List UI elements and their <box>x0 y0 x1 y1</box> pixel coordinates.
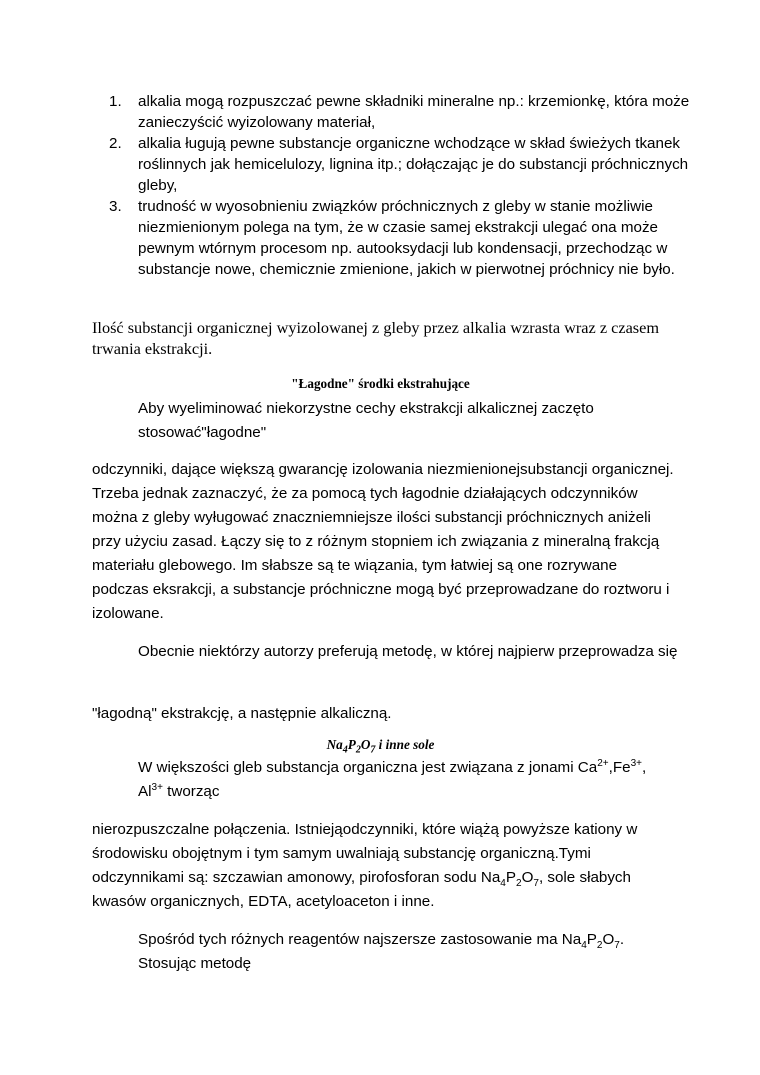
paragraph-body-1: odczynniki, dające większą gwarancję izolowania niezmienionejsubstancji organicznej. Trzeba jednak zaznaczyć, że za pomocą tych łagodnie działających odczynników można z gleby wyługować znaczniemniejsze ilości substancji próchnicznych aniżeli przy użyciu zasad. Łączy się to z różnym stopniem ich związania z mineralną frakcją materiału glebowego. Im słabsze są te wiązania, tym łatwiej są one rozrywane podczas eksrakcji, a substancje próchniczne mogą być przeprowadzane do roztworu i izolowane. <box>92 461 674 622</box>
list-number: 1. <box>109 93 122 110</box>
numbered-list <box>92 91 692 280</box>
list-number: 3. <box>109 198 122 215</box>
list-text: trudność w wyosobnieniu związków próchnicznych z gleby w stanie możliwie niezmienionym polega na tym, że w czasie samej ekstrakcji ulegać ona może pewnym wtórnym procesom np. autooksydacji lub kondensacji, przechodząc w substancje nowe, chemicznie zmienione, jakich w pierwotnej próchnicy nie było. <box>138 198 675 278</box>
serif-paragraph: Ilość substancji organicznej wyizolowanej z gleby przez alkalia wzrasta wraz z czasem trwania ekstrakcji. <box>92 318 660 358</box>
paragraph-indented-2: Obecnie niektórzy autorzy preferują metodę, w której najpierw przeprowadza się <box>138 643 678 660</box>
paragraph-indented-1: Aby wyeliminować niekorzystne cechy ekstrakcji alkalicznej zaczęto stosować"łagodne" <box>138 400 594 441</box>
section-heading-na4p2o7: $Na_4P_2O_7$ i inne sole <box>326 737 435 756</box>
list-text: alkalia mogą rozpuszczać pewne składniki mineralne np.: krzemionkę, która może zanieczyścić wyizolowany materiał, <box>138 93 690 131</box>
list-item <box>92 133 692 196</box>
list-item <box>92 91 692 133</box>
section-heading-lagodne: "Łagodne" środki ekstrahujące <box>291 376 470 391</box>
list-number: 2. <box>109 135 122 152</box>
list-item <box>92 196 692 280</box>
paragraph-body-3: nierozpuszczalne połączenia. Istniejąodczynniki, które wiążą powyższe kationy w środowisku obojętnym i tym samym uwalniają substancję organiczną.Tymi odczynnikami są: szczawian amonowy, pirofosforan sodu $Na_4P_2O_7$, sole słabych kwasów organicznych, EDTA, acetyloaceton i inne. <box>92 821 638 910</box>
list-text: alkalia ługują pewne substancje organiczne wchodzące w skład świeżych tkanek roślinnych jak hemicelulozy, lignina itp.; dołączając je do substancji próchnicznych gleby, <box>138 135 689 194</box>
paragraph-body-2: "łagodną" ekstrakcję, a następnie alkaliczną. <box>92 705 392 722</box>
paragraph-indented-4: Spośród tych różnych reagentów najszersze zastosowanie ma $Na_4P_2O_7$. Stosując metodę <box>138 931 625 972</box>
paragraph-indented-3: W większości gleb substancja organiczna jest związana z jonami $Ca^{2+},Fe^{3+}$, $Al^{3+}$ tworząc <box>138 757 647 800</box>
